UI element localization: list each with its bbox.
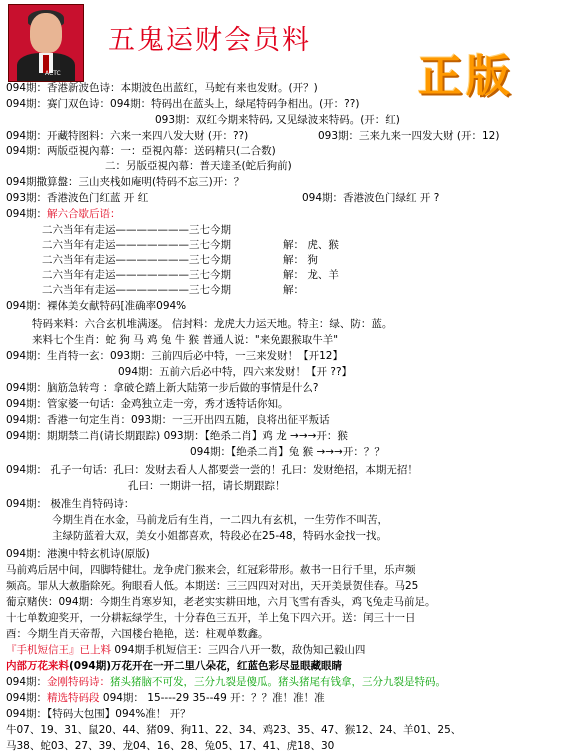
liuhe-row-left: 二六当年有走运———————三七今期 (42, 254, 231, 266)
text-line: 094期：金刚特码诗：猪头猪脑不可发，三分九裂是傻瓜。猪头猪尾有钱拿，三分九裂是特码。 (6, 676, 447, 688)
avatar-photo (8, 4, 84, 82)
text-line: 094期：香港一句定生肖：093期：一三开出四五随，良将出征平叛话 (6, 414, 330, 426)
text-line: 094期：香港新波色诗：本期波色出蓝红，马蛇有来也发财。(开？) (6, 82, 318, 94)
text-line: 主绿防蓝着大双，美女小姐都喜欢，特段必在25-48，特码水金找一找。 (52, 530, 388, 542)
text-line: 葡京赌侠：094期：今期生肖寒岁知，老老实实耕田地，六月飞雪有香头，鸡飞兔走马前足。 (6, 596, 436, 608)
text-line: 094期：开藏特图料：六来一来四八发大财 (开：??) (6, 130, 249, 142)
text-line: 牛07、19、31、鼠20、44、猪09、狗11、22、34、鸡23、35、47、猴12、24、羊01、25、 (6, 724, 462, 736)
text-line: 094期：香港波色门绿红 开 ? (302, 192, 440, 204)
text-line: 093期：香港波色门红蓝 开 红 (6, 192, 149, 204)
text-line: 094期：管家婆一句话：金鸡独立走一旁，秀才透特话你知。 (6, 398, 289, 410)
text-line: 094期：五前六后必中特，四六来发财！【开 ??】 (118, 366, 353, 378)
liuhe-row-left: 二六当年有走运———————三七今期 (42, 269, 231, 281)
avatar-face (30, 13, 62, 53)
text-line: 094期：生肖特一玄：093期：三前四后必中特，一三来发财！【开12】 (6, 350, 343, 362)
text-line: 094期：裸体美女献特码[准确率094% (6, 300, 187, 312)
liuhe-row-left: 二六当年有走运———————三七今期 (42, 224, 231, 236)
liuhe-row-answer: 解： 虎、猴 (283, 239, 339, 251)
page-title: 五鬼运财会员料 (108, 25, 311, 56)
liuhe-heading-title: 解六合歇后语： (47, 208, 121, 220)
liuhe-heading-prefix: 094期： (6, 208, 48, 220)
text-line: 094期： 孔子一句话：孔曰：发财去看人人都要尝一尝的！孔曰：发财绝招，本期无招！ (6, 464, 418, 476)
genuine-stamp: 正版 (418, 51, 514, 102)
text-line: 094期：精选特码段 094期： 15----29 35--49 开：？？准！准！准 (6, 692, 325, 704)
text-line: 094期：港澳中特玄机诗(原版) (6, 548, 150, 560)
text-line: 093期：三来九来一四发大财 (开：12) (318, 130, 500, 142)
text-line: 094期：【绝杀二肖】兔 猴 →→→开：？？ (190, 446, 385, 458)
text-line: 094期：【特码大包围】094%准！ 开？ (6, 708, 191, 720)
text-line: 特码来料：六合玄机堆满逐。 信封料：龙虎大力运天地。特主：绿、防：蓝。 (32, 318, 393, 330)
text-line: 094期：两版亞視內幕：一：亞視內幕：送码精只(二合数) (6, 145, 276, 157)
liuhe-row (42, 239, 231, 252)
liuhe-row (42, 269, 231, 282)
text-line: 094期：期期禁二肖(请长期跟踪) 093期：【绝杀二肖】鸡 龙 →→→开：猴 (6, 430, 348, 442)
text-line: 『手机短信王』已上料 094期手机短信王：三四合八开一数，敌伪知己毅山四 (6, 644, 366, 656)
text-line: 孔曰：一期讲一招，请长期跟踪！ (128, 480, 286, 492)
liuhe-row (42, 254, 231, 267)
text-line: 094期：赛门双色诗：094期：特码出在蓝头上，绿尾特码争相出。(开：??) (6, 98, 360, 110)
liuhe-row (42, 284, 231, 297)
liuhe-heading (6, 208, 121, 221)
text-line: 094期：脑筋急转弯 ：拿破仑踏上新大陆第一步后做的事情是什么? (6, 382, 319, 394)
text-line: 093期：双红今期来特码, 又见绿波来特码。(开：红) (155, 114, 400, 126)
text-line: 十七单数迎奖开，一分耕耘绿学生，十分春色三五开，羊上兔下四六开。送：闰三十一日 (6, 612, 416, 624)
text-line: 马38、蛇03、27、39、龙04、16、28、兔05、17、41、虎18、30 (6, 740, 335, 752)
text-line: 内部万花来料(094期)万花开在一开二里八朵花，红蓝色彩尽显眼藏眼睛 (6, 660, 343, 672)
text-line: 094期： 极准生肖特码诗： (6, 498, 135, 510)
liuhe-row-answer: 解： 狗 (283, 254, 318, 266)
text-line: 频高。罪从大赦脂除死。狗眼看人低。本期送：三三四四对对出，天开美景贺佳春。马25 (6, 580, 419, 592)
text-line: 酉：今期生肖天帝帮，六国楼台艳艳，送：柱观单数鑫。 (6, 628, 269, 640)
text-line: 今期生肖在水金，马前龙后有生肖，一二四九有玄机，一生劳作不叫苦， (52, 514, 388, 526)
liuhe-row (42, 224, 231, 237)
liuhe-row-left: 二六当年有走运———————三七今期 (42, 239, 231, 251)
text-line: 马前鸡后居中间，四脚特健壮。龙争虎门猴来会，红冠彩带形。赦书一日行千里，乐声频 (6, 564, 416, 576)
liuhe-row-answer: 解： 龙、羊 (283, 269, 339, 281)
text-line: 094期撒算盤：三山夹栈如庵明(特码不忘三)开：？ (6, 176, 245, 188)
text-line: 二：另版亞視內幕：普天達圣(蛇后狗前) (105, 160, 292, 172)
text-line: 来料七个生肖：蛇 狗 马 鸡 兔 牛 猴 普通人说："来免跟猴取牛羊" (32, 334, 339, 346)
liuhe-row-answer: 解： (283, 284, 304, 296)
photo-tag: ACTC (45, 70, 61, 77)
liuhe-row-left: 二六当年有走运———————三七今期 (42, 284, 231, 296)
